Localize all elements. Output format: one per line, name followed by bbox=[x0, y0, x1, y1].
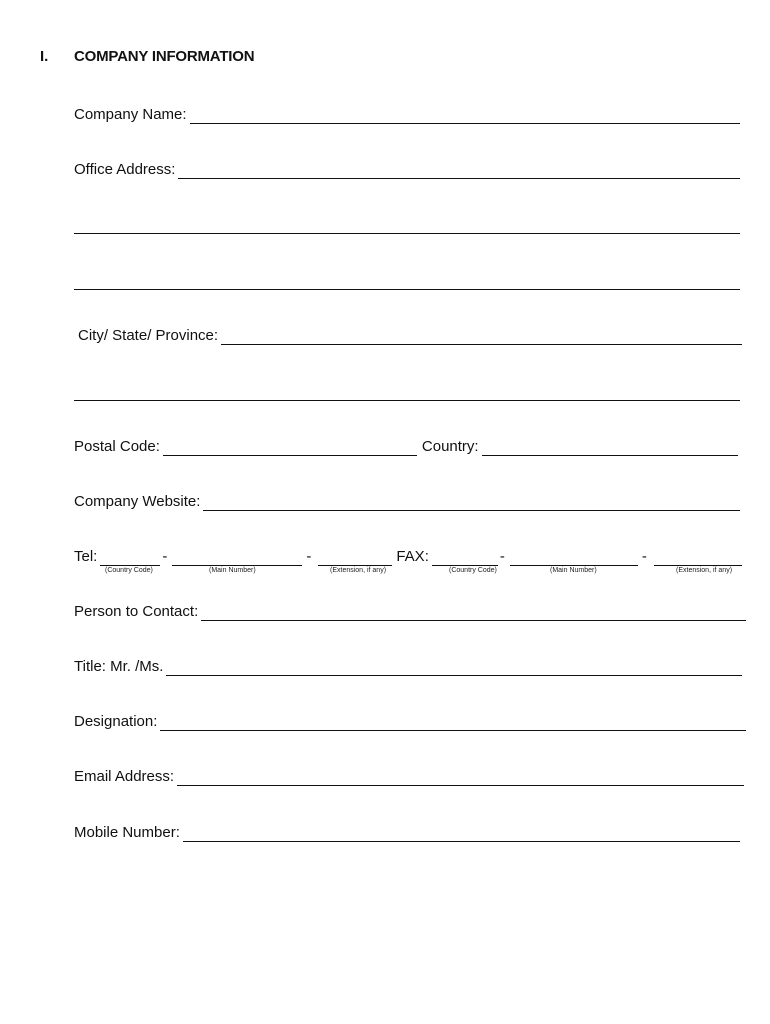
fax-extension-field[interactable] bbox=[654, 549, 742, 566]
office-address-label: Office Address: bbox=[74, 161, 176, 178]
fax-main-number-field[interactable] bbox=[510, 549, 638, 566]
company-name-label: Company Name: bbox=[74, 106, 187, 123]
fax-main-number-hint: (Main Number) bbox=[550, 567, 597, 574]
city-state-province-line-2-row bbox=[74, 379, 740, 401]
designation-field[interactable] bbox=[160, 714, 746, 731]
mobile-number-label: Mobile Number: bbox=[74, 824, 180, 841]
mobile-number-field[interactable] bbox=[183, 825, 740, 842]
email-address-label: Email Address: bbox=[74, 768, 175, 785]
mobile-number-row bbox=[74, 820, 740, 842]
fax-country-code-hint: (Country Code) bbox=[449, 567, 497, 574]
tel-country-code-field[interactable] bbox=[100, 549, 160, 566]
fax-country-code-field[interactable] bbox=[432, 549, 498, 566]
city-state-province-field[interactable] bbox=[221, 328, 742, 345]
section-title: COMPANY INFORMATION bbox=[74, 48, 255, 65]
title-field[interactable] bbox=[166, 659, 742, 676]
office-address-line-2-field[interactable] bbox=[74, 217, 740, 234]
postal-country-row bbox=[74, 434, 738, 456]
email-address-row bbox=[74, 764, 744, 786]
company-name-field[interactable] bbox=[190, 107, 740, 124]
country-field[interactable] bbox=[482, 439, 738, 456]
city-state-province-label: City/ State/ Province: bbox=[78, 327, 219, 344]
postal-code-field[interactable] bbox=[163, 439, 417, 456]
person-to-contact-field[interactable] bbox=[201, 604, 746, 621]
title-row bbox=[74, 654, 742, 676]
designation-label: Designation: bbox=[74, 713, 158, 730]
office-address-line-3-field[interactable] bbox=[74, 273, 740, 290]
tel-country-code-hint: (Country Code) bbox=[105, 567, 153, 574]
country-label: Country: bbox=[421, 438, 479, 455]
city-state-province-row bbox=[78, 323, 742, 345]
company-website-field[interactable] bbox=[203, 494, 740, 511]
title-label: Title: Mr. /Ms. bbox=[74, 658, 164, 675]
postal-code-label: Postal Code: bbox=[74, 438, 160, 455]
tel-main-number-hint: (Main Number) bbox=[209, 567, 256, 574]
person-to-contact-row bbox=[74, 599, 746, 621]
tel-main-number-field[interactable] bbox=[172, 549, 302, 566]
tel-fax-row bbox=[74, 544, 742, 566]
tel-dash-1: - bbox=[162, 548, 168, 565]
city-state-province-line-2-field[interactable] bbox=[74, 384, 740, 401]
tel-dash-2: - bbox=[306, 548, 312, 565]
company-website-label: Company Website: bbox=[74, 493, 201, 510]
fax-extension-hint: (Extension, if any) bbox=[676, 567, 733, 574]
section-number: I. bbox=[40, 48, 49, 65]
person-to-contact-label: Person to Contact: bbox=[74, 603, 199, 620]
fax-label: FAX: bbox=[396, 548, 429, 565]
office-address-line-2-row bbox=[74, 212, 740, 234]
office-address-field[interactable] bbox=[178, 162, 740, 179]
office-address-row bbox=[74, 157, 740, 179]
designation-row bbox=[74, 709, 746, 731]
company-name-row bbox=[74, 102, 740, 124]
tel-extension-field[interactable] bbox=[318, 549, 392, 566]
company-website-row bbox=[74, 489, 740, 511]
email-address-field[interactable] bbox=[177, 769, 744, 786]
tel-label: Tel: bbox=[74, 548, 98, 565]
fax-dash-2: - bbox=[641, 548, 647, 565]
office-address-line-3-row bbox=[74, 268, 740, 290]
fax-dash-1: - bbox=[499, 548, 505, 565]
tel-extension-hint: (Extension, if any) bbox=[330, 567, 387, 574]
